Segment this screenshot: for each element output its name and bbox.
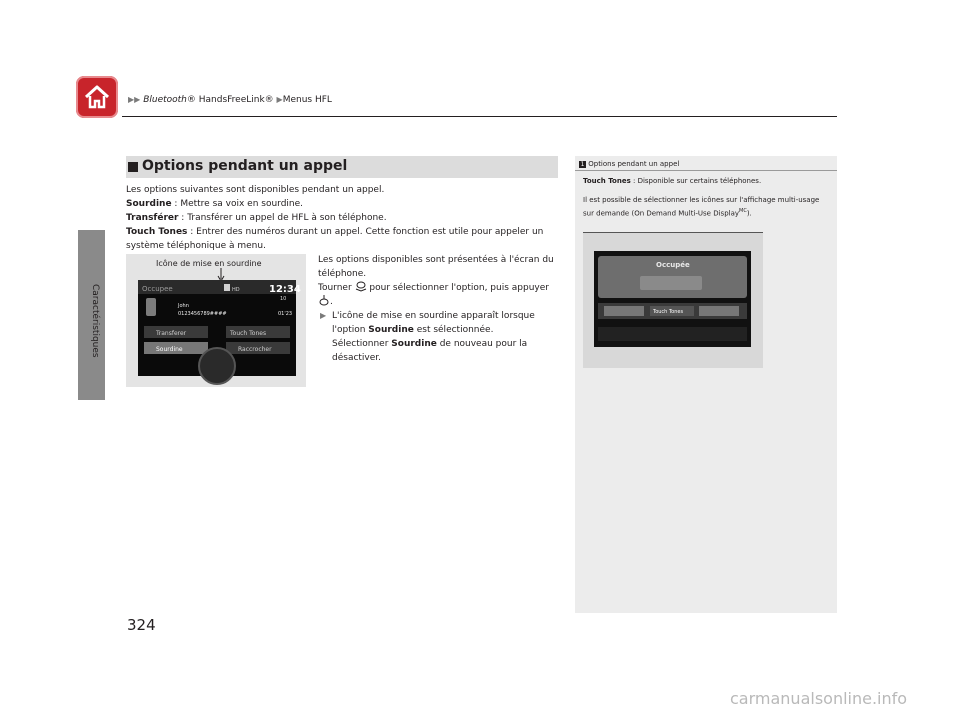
knob-icon [199,348,235,384]
option-desc: : Mettre sa voix en sourdine. [171,199,304,209]
option-item [126,211,558,225]
screen-button-touch-tones: Touch Tones [230,330,267,337]
enter-knob-icon [318,295,330,306]
chapter-label: Caractéristiques [90,284,100,358]
home-icon [82,82,112,112]
note-paragraph: Touch Tones : Disponible sur certains téléphones. [583,177,762,185]
note-screen [594,251,751,347]
figure-label: Icône de mise en sourdine [156,259,262,268]
option-term: Transférer [126,213,179,223]
option-desc: : Transférer un appel de HFL à son téléphone. [178,213,387,223]
note-panel [575,156,837,613]
note-divider [575,170,837,171]
home-button[interactable] [76,76,118,118]
chevron-right-icon: ▶ [276,95,283,104]
instruction-result: ▶ L'icône de mise en sourdine apparaît lorsque l'option Sourdine est sélectionnée. Sélectionner Sourdine de nouveau pour la désactiver. [320,311,535,363]
breadcrumb-item-bluetooth[interactable]: Bluetooth [143,95,187,105]
screen-title: Occupee [142,285,173,293]
option-term: Touch Tones [126,227,188,237]
screen-button-raccrocher: Raccrocher [238,346,272,353]
phone-screen [138,280,301,376]
note-title: Options pendant un appel [588,160,680,168]
result-arrow-icon: ▶ [320,311,327,320]
breadcrumb [128,95,332,105]
section-header [126,156,558,178]
note-header [579,160,679,168]
option-item [126,197,558,211]
note-screen-drawing [594,251,751,347]
section-title: Options pendant un appel [142,158,348,174]
instruction-intro: Les options disponibles sont présentées à l'écran du téléphone. [318,255,554,279]
section-marker-icon [128,162,138,172]
phone-screen-drawing [138,280,301,376]
instructions [318,253,558,365]
svg-text:HD: HD [232,287,240,293]
chevron-right-icon: ▶▶ [128,95,141,104]
watermark: carmanualsonline.info [730,689,908,708]
note-screen-title: Occupée [656,261,690,269]
screen-button-transferer: Transferer [156,330,187,337]
step-text: . [330,297,333,307]
instruction-step [318,281,558,309]
page-number: 324 [127,616,156,634]
option-term: Sourdine [126,199,172,209]
screen-button-sourdine: Sourdine [156,346,183,353]
option-desc: : Entrer des numéros durant un appel. Cette fonction est utile pour appeler un système téléphonique à menu. [126,227,544,251]
call-duration: 01'23 [278,311,293,317]
contact-number: 0123456789#### [178,311,227,317]
note-paragraph: Il est possible de sélectionner les icônes sur l'affichage multi-usage sur demande (On Demand Multi-Use Display$^{MC}$). [583,196,820,218]
mute-icon [224,284,230,291]
selector-knob-icon [355,281,367,292]
note-body [583,176,831,227]
screen-figure [126,254,306,387]
intro-line: Les options suivantes sont disponibles pendant un appel. [126,185,385,195]
screen-clock: 12:34 [269,284,301,295]
note-figure [583,232,763,368]
intro-text [126,183,558,253]
note-icon: 1 [580,160,585,168]
header-divider [122,116,837,117]
breadcrumb-item-handsfreelink[interactable]: ® HandsFreeLink® [186,95,274,105]
step-text: pour sélectionner l'option, puis appuyer [366,283,549,293]
step-text: Tourner [318,283,355,293]
contact-name: John [178,303,189,309]
note-screen-button-touch-tones: Touch Tones [653,309,684,315]
option-item [126,225,558,253]
phone-icon [146,298,156,316]
signal-level: 10 [280,296,287,302]
breadcrumb-item-menus-hfl[interactable]: Menus HFL [282,95,332,105]
